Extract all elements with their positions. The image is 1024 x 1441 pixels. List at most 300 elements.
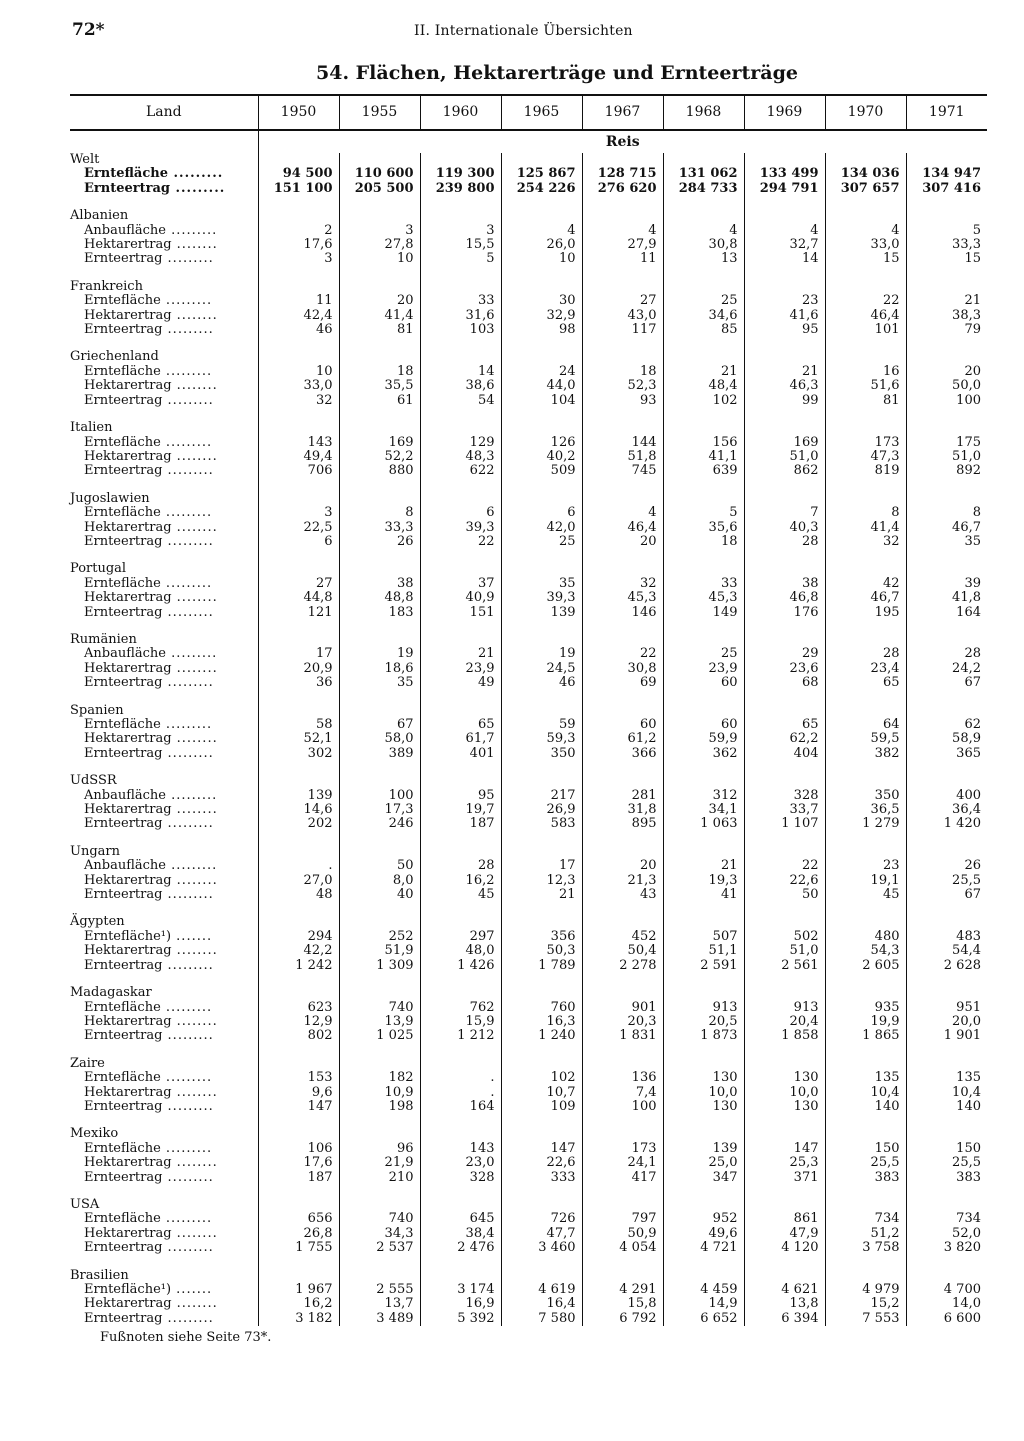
table-row <box>70 1071 987 1085</box>
value-cell: 95 <box>744 323 825 337</box>
spacer-cell <box>663 973 744 986</box>
value-cell: 47,7 <box>501 1227 582 1241</box>
empty-cell <box>663 633 744 647</box>
value-cell: 38,6 <box>420 379 501 393</box>
value-cell: 20 <box>582 535 663 549</box>
value-cell: 760 <box>501 1001 582 1015</box>
table-row <box>70 450 987 464</box>
value-cell: 3 <box>258 252 339 266</box>
leader-dots: ......... <box>165 222 218 238</box>
value-cell: 480 <box>825 930 906 944</box>
value-cell: 146 <box>582 606 663 620</box>
row-label <box>70 521 258 535</box>
empty-cell <box>258 562 339 576</box>
table-row <box>70 1156 987 1170</box>
value-cell: 19 <box>339 647 420 661</box>
value-cell: 17,6 <box>258 1156 339 1170</box>
leader-dots: ........ <box>171 448 218 464</box>
value-cell: 49,6 <box>663 1227 744 1241</box>
value-cell: 5 <box>420 252 501 266</box>
empty-cell <box>258 421 339 435</box>
empty-cell <box>339 633 420 647</box>
value-cell: 46,3 <box>744 379 825 393</box>
row-label <box>70 238 258 252</box>
country-row <box>70 492 987 506</box>
value-cell: 31,6 <box>420 309 501 323</box>
value-cell: 4 <box>582 224 663 238</box>
spacer-row <box>70 691 987 704</box>
spacer-cell <box>663 196 744 209</box>
spacer-cell <box>906 1185 987 1198</box>
empty-cell <box>258 209 339 223</box>
empty-cell <box>663 986 744 1000</box>
value-cell: 1 858 <box>744 1029 825 1043</box>
row-label-text: Anbaufläche <box>84 646 166 662</box>
spacer-cell <box>825 691 906 704</box>
value-cell: 509 <box>501 464 582 478</box>
value-cell: 33 <box>420 294 501 308</box>
value-cell: 10,7 <box>501 1086 582 1100</box>
value-cell: . <box>258 859 339 873</box>
leader-dots: ........ <box>171 378 218 394</box>
empty-cell <box>501 492 582 506</box>
value-cell: 507 <box>663 930 744 944</box>
table-row <box>70 506 987 520</box>
spacer-row <box>70 267 987 280</box>
empty-cell <box>663 845 744 859</box>
spacer-cell <box>339 973 420 986</box>
value-cell: 65 <box>420 718 501 732</box>
spacer-cell <box>906 1114 987 1127</box>
value-cell: 14,0 <box>906 1297 987 1311</box>
empty-cell <box>420 845 501 859</box>
value-cell: 48,4 <box>663 379 744 393</box>
spacer-cell <box>420 761 501 774</box>
empty-cell <box>825 845 906 859</box>
value-cell: 252 <box>339 930 420 944</box>
value-cell: 14 <box>744 252 825 266</box>
value-cell: 217 <box>501 789 582 803</box>
spacer-cell <box>420 902 501 915</box>
value-cell: 46 <box>501 676 582 690</box>
value-cell: 187 <box>420 817 501 831</box>
value-cell: 50,4 <box>582 944 663 958</box>
empty-cell <box>906 209 987 223</box>
table-row <box>70 252 987 266</box>
value-cell: 42 <box>825 577 906 591</box>
leader-dots: ......... <box>162 1028 214 1044</box>
empty-cell <box>420 350 501 364</box>
empty-cell <box>582 774 663 788</box>
spacer-cell <box>501 267 582 280</box>
value-cell: 81 <box>825 394 906 408</box>
leader-dots: ......... <box>165 787 218 803</box>
value-cell: 4 <box>825 224 906 238</box>
value-cell: 8 <box>339 506 420 520</box>
empty-cell <box>339 986 420 1000</box>
value-cell: 20,4 <box>744 1015 825 1029</box>
value-cell: 16,2 <box>420 874 501 888</box>
value-cell: 60 <box>582 718 663 732</box>
row-label-text: Ernteertrag <box>84 957 163 973</box>
empty-cell <box>906 280 987 294</box>
spacer-cell <box>501 1256 582 1269</box>
spacer-cell <box>663 267 744 280</box>
leader-dots: ........ <box>171 1013 218 1029</box>
spacer-cell <box>258 1044 339 1057</box>
value-cell: 281 <box>582 789 663 803</box>
country-name: Ungarn <box>70 843 120 859</box>
empty-cell <box>744 1269 825 1283</box>
spacer-cell <box>339 832 420 845</box>
spacer-row <box>70 549 987 562</box>
empty-cell <box>420 421 501 435</box>
table-row <box>70 732 987 746</box>
spacer-cell <box>582 620 663 633</box>
spacer-cell <box>70 1256 258 1269</box>
table-row <box>70 859 987 873</box>
table-row <box>70 224 987 238</box>
country-row <box>70 1198 987 1212</box>
value-cell: 1 025 <box>339 1029 420 1043</box>
row-label <box>70 1100 258 1114</box>
leader-dots: ......... <box>160 717 213 732</box>
table-row <box>70 365 987 379</box>
empty-cell <box>582 986 663 1000</box>
country-name: Rumänien <box>70 631 137 647</box>
leader-dots: ......... <box>162 1098 214 1114</box>
value-cell: 187 <box>258 1171 339 1185</box>
value-cell: 67 <box>339 718 420 732</box>
value-cell: 1 865 <box>825 1029 906 1043</box>
leader-dots: ......... <box>162 1169 214 1185</box>
spacer-cell <box>582 1044 663 1057</box>
value-cell: 33,7 <box>744 803 825 817</box>
spacer-cell <box>501 832 582 845</box>
value-cell: 61,7 <box>420 732 501 746</box>
spacer-cell <box>906 902 987 915</box>
spacer-cell <box>420 267 501 280</box>
value-cell: 37 <box>420 577 501 591</box>
spacer-cell <box>906 620 987 633</box>
row-label <box>70 464 258 478</box>
value-cell: 27,0 <box>258 874 339 888</box>
value-cell: 8 <box>906 506 987 520</box>
value-cell: 26 <box>906 859 987 873</box>
row-label <box>70 944 258 958</box>
value-cell: . <box>420 1086 501 1100</box>
value-cell: 2 591 <box>663 959 744 973</box>
row-label-text: Hektarertrag <box>84 237 172 253</box>
country-name: Italien <box>70 420 113 436</box>
row-label-text: Hektarertrag <box>84 448 172 464</box>
value-cell: 164 <box>420 1100 501 1114</box>
value-cell: 40,3 <box>744 521 825 535</box>
spacer-cell <box>825 902 906 915</box>
leader-dots: ........ <box>171 731 218 747</box>
value-cell: 276 620 <box>582 182 663 196</box>
spacer-cell <box>258 267 339 280</box>
value-cell: 134 036 <box>825 167 906 181</box>
value-cell: 389 <box>339 747 420 761</box>
value-cell: 38,4 <box>420 1227 501 1241</box>
row-label-text: Anbaufläche <box>84 787 166 803</box>
value-cell: 246 <box>339 817 420 831</box>
leader-dots: ......... <box>160 434 213 450</box>
country-row <box>70 421 987 435</box>
table-row <box>70 436 987 450</box>
value-cell: 135 <box>825 1071 906 1085</box>
value-cell: 51,6 <box>825 379 906 393</box>
empty-cell <box>825 209 906 223</box>
spacer-cell <box>825 1256 906 1269</box>
value-cell: 745 <box>582 464 663 478</box>
empty-cell <box>663 209 744 223</box>
spacer-row <box>70 1185 987 1198</box>
value-cell: 28 <box>420 859 501 873</box>
empty-cell <box>258 492 339 506</box>
value-cell: 61 <box>339 394 420 408</box>
value-cell: 21 <box>906 294 987 308</box>
value-cell: 297 <box>420 930 501 944</box>
spacer-cell <box>501 196 582 209</box>
empty-cell <box>906 1127 987 1141</box>
table-header-row <box>70 95 987 130</box>
row-label <box>70 394 258 408</box>
value-cell: 726 <box>501 1212 582 1226</box>
value-cell: 51,0 <box>744 450 825 464</box>
spacer-cell <box>501 1044 582 1057</box>
value-cell: 16,4 <box>501 1297 582 1311</box>
spacer-cell <box>420 691 501 704</box>
table-row <box>70 1312 987 1326</box>
spacer-cell <box>582 832 663 845</box>
empty-cell <box>582 153 663 167</box>
empty-cell <box>744 1127 825 1141</box>
value-cell: 121 <box>258 606 339 620</box>
table-row <box>70 647 987 661</box>
value-cell: 15,8 <box>582 1297 663 1311</box>
value-cell: 6 792 <box>582 1312 663 1326</box>
value-cell: 1 873 <box>663 1029 744 1043</box>
value-cell: 861 <box>744 1212 825 1226</box>
row-label-text: Ernteertrag <box>84 887 163 903</box>
spacer-cell <box>744 267 825 280</box>
value-cell: 46,7 <box>825 591 906 605</box>
row-label-text: Ernteertrag <box>84 180 170 196</box>
value-cell: 173 <box>582 1142 663 1156</box>
value-cell: 41,4 <box>339 309 420 323</box>
value-cell: 41,6 <box>744 309 825 323</box>
empty-cell <box>906 1269 987 1283</box>
value-cell: 58,9 <box>906 732 987 746</box>
table-row <box>70 874 987 888</box>
row-label-text: Ernteertrag <box>84 1310 163 1326</box>
spacer-cell <box>258 1185 339 1198</box>
value-cell: 3 <box>420 224 501 238</box>
empty-cell <box>744 209 825 223</box>
value-cell: 51,9 <box>339 944 420 958</box>
column-header-year: 1968 <box>663 95 744 130</box>
value-cell: 35 <box>906 535 987 549</box>
value-cell: 102 <box>501 1071 582 1085</box>
value-cell: 28 <box>744 535 825 549</box>
table-row <box>70 323 987 337</box>
value-cell: 134 947 <box>906 167 987 181</box>
country-row <box>70 1057 987 1071</box>
empty-cell <box>663 562 744 576</box>
spacer-cell <box>70 691 258 704</box>
value-cell: 383 <box>825 1171 906 1185</box>
value-cell: 10,0 <box>744 1086 825 1100</box>
value-cell: 42,0 <box>501 521 582 535</box>
empty-cell <box>825 1198 906 1212</box>
table-row <box>70 521 987 535</box>
spacer-cell <box>258 691 339 704</box>
value-cell: 347 <box>663 1171 744 1185</box>
value-cell: 2 278 <box>582 959 663 973</box>
value-cell: 18 <box>663 535 744 549</box>
leader-dots: ........ <box>171 1225 218 1241</box>
table-row <box>70 577 987 591</box>
empty-cell <box>582 209 663 223</box>
value-cell: 294 <box>258 930 339 944</box>
value-cell: 59,3 <box>501 732 582 746</box>
row-label-text: Anbaufläche <box>84 222 166 238</box>
statistics-table <box>70 94 987 1326</box>
value-cell: 1 967 <box>258 1283 339 1297</box>
empty-cell <box>339 350 420 364</box>
empty-cell <box>906 845 987 859</box>
spacer-cell <box>582 549 663 562</box>
table-row <box>70 606 987 620</box>
value-cell: 797 <box>582 1212 663 1226</box>
spacer-cell <box>744 1185 825 1198</box>
spacer-cell <box>70 1044 258 1057</box>
spacer-cell <box>825 408 906 421</box>
spacer-cell <box>582 196 663 209</box>
table-row <box>70 1171 987 1185</box>
empty-cell <box>663 280 744 294</box>
value-cell: 239 800 <box>420 182 501 196</box>
column-header-year: 1971 <box>906 95 987 130</box>
value-cell: 60 <box>663 718 744 732</box>
spacer-cell <box>744 479 825 492</box>
value-cell: 94 500 <box>258 167 339 181</box>
empty-cell <box>906 1057 987 1071</box>
value-cell: 32 <box>825 535 906 549</box>
empty-cell <box>501 1198 582 1212</box>
row-label-text: Erntefläche <box>84 434 161 450</box>
country-row <box>70 633 987 647</box>
leader-dots: ......... <box>162 533 214 549</box>
value-cell: 147 <box>501 1142 582 1156</box>
empty-cell <box>258 915 339 929</box>
empty-cell <box>501 915 582 929</box>
value-cell: 67 <box>906 888 987 902</box>
value-cell: 734 <box>825 1212 906 1226</box>
country-row <box>70 153 987 167</box>
spacer-cell <box>906 691 987 704</box>
value-cell: 51,0 <box>744 944 825 958</box>
spacer-cell <box>501 1185 582 1198</box>
empty-cell <box>582 562 663 576</box>
leader-dots: ......... <box>169 180 226 196</box>
empty-cell <box>420 562 501 576</box>
value-cell: 44,8 <box>258 591 339 605</box>
value-cell: 25,5 <box>825 1156 906 1170</box>
row-label <box>70 888 258 902</box>
row-label <box>70 1312 258 1326</box>
country-name: Portugal <box>70 561 127 577</box>
value-cell: 195 <box>825 606 906 620</box>
spacer-cell <box>906 761 987 774</box>
spacer-row <box>70 1044 987 1057</box>
value-cell: 19 <box>501 647 582 661</box>
empty-cell <box>258 1127 339 1141</box>
table-row <box>70 294 987 308</box>
row-label <box>70 309 258 323</box>
value-cell: 43 <box>582 888 663 902</box>
row-label-text: Hektarertrag <box>84 802 172 818</box>
value-cell: 819 <box>825 464 906 478</box>
row-label-text: Hektarertrag <box>84 1013 172 1029</box>
spacer-cell <box>420 1044 501 1057</box>
spacer-cell <box>663 479 744 492</box>
table-row <box>70 1001 987 1015</box>
value-cell: 52,0 <box>906 1227 987 1241</box>
value-cell: 140 <box>906 1100 987 1114</box>
value-cell: 294 791 <box>744 182 825 196</box>
value-cell: 3 <box>339 224 420 238</box>
row-label-text: Ernteertrag <box>84 251 163 267</box>
empty-cell <box>744 915 825 929</box>
value-cell: 175 <box>906 436 987 450</box>
empty-cell <box>582 633 663 647</box>
value-cell: 22,6 <box>501 1156 582 1170</box>
country-name: Spanien <box>70 702 124 718</box>
value-cell: 4 120 <box>744 1241 825 1255</box>
row-label <box>70 535 258 549</box>
empty-cell <box>501 421 582 435</box>
row-label-text: Ernteertrag <box>84 1169 163 1185</box>
spacer-cell <box>420 973 501 986</box>
value-cell: 119 300 <box>420 167 501 181</box>
value-cell: 169 <box>744 436 825 450</box>
value-cell: 4 291 <box>582 1283 663 1297</box>
value-cell: 10,9 <box>339 1086 420 1100</box>
spacer-cell <box>501 620 582 633</box>
value-cell: 24,2 <box>906 662 987 676</box>
empty-cell <box>663 704 744 718</box>
table-row <box>70 394 987 408</box>
value-cell: 47,9 <box>744 1227 825 1241</box>
value-cell: 151 100 <box>258 182 339 196</box>
value-cell: 2 628 <box>906 959 987 973</box>
spacer-cell <box>663 408 744 421</box>
empty-cell <box>582 421 663 435</box>
country-name: Ägypten <box>70 914 125 930</box>
value-cell: 1 426 <box>420 959 501 973</box>
value-cell: 46,4 <box>825 309 906 323</box>
row-label <box>70 1156 258 1170</box>
leader-dots: ......... <box>162 745 214 761</box>
country-row <box>70 915 987 929</box>
leader-dots: ......... <box>160 505 213 521</box>
table-row <box>70 789 987 803</box>
value-cell: 136 <box>582 1071 663 1085</box>
value-cell: 22 <box>420 535 501 549</box>
